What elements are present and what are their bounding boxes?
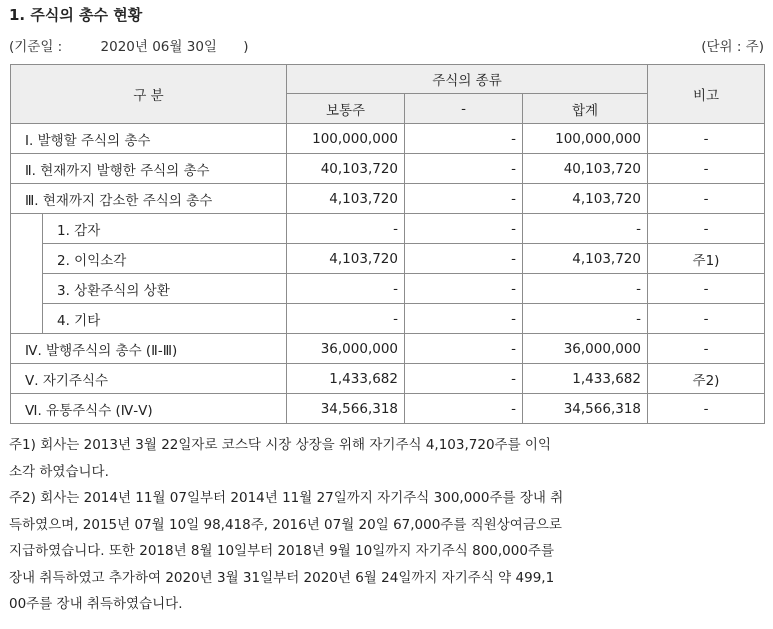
table-row bbox=[11, 394, 765, 424]
row-label: Ⅰ. 발행할 주식의 총수 bbox=[11, 124, 287, 154]
cell-remark: - bbox=[648, 334, 765, 364]
footnote-line: 주1) 회사는 2013년 3월 22일자로 코스닥 시장 상장을 위해 자기주식 4,103,720주를 이익 bbox=[9, 437, 551, 453]
cell-other: - bbox=[405, 334, 523, 364]
cell-remark: - bbox=[648, 304, 765, 334]
cell-common: 1,433,682 bbox=[287, 364, 405, 394]
cell-total: - bbox=[523, 304, 648, 334]
footnote-line: 장내 취득하였고 추가하여 2020년 3월 31일부터 2020년 6월 24일까지 자기주식 약 499,1 bbox=[9, 569, 555, 586]
header-category: 구 분 bbox=[11, 65, 287, 124]
cell-common: - bbox=[287, 214, 405, 244]
cell-other: - bbox=[405, 394, 523, 424]
cell-total: - bbox=[523, 274, 648, 304]
unit-label: (단위 : 주) bbox=[701, 39, 764, 55]
cell-common: 100,000,000 bbox=[287, 124, 405, 154]
cell-other: - bbox=[405, 244, 523, 274]
cell-remark: - bbox=[648, 214, 765, 244]
row-label: Ⅵ. 유통주식수 (Ⅳ-Ⅴ) bbox=[11, 394, 287, 424]
header-remark: 비고 bbox=[648, 65, 765, 124]
footnote-line: 득하였으며, 2015년 07월 10일 98,418주, 2016년 07월 20일 67,000주를 직원상여금으로 bbox=[9, 516, 562, 533]
cell-total: - bbox=[523, 214, 648, 244]
cell-other: - bbox=[405, 304, 523, 334]
row-label: 4. 기타 bbox=[43, 304, 287, 334]
cell-remark: 주2) bbox=[648, 364, 765, 394]
row-label: 2. 이익소각 bbox=[43, 244, 287, 274]
table-row bbox=[11, 244, 765, 274]
cell-remark: - bbox=[648, 274, 765, 304]
basis-close: ) bbox=[243, 39, 249, 55]
cell-remark: - bbox=[648, 184, 765, 214]
cell-remark: - bbox=[648, 394, 765, 424]
row-label: 3. 상환주식의 상환 bbox=[43, 274, 287, 304]
row-label: Ⅱ. 현재까지 발행한 주식의 총수 bbox=[11, 154, 287, 184]
indent-spacer bbox=[11, 214, 43, 334]
cell-other: - bbox=[405, 184, 523, 214]
footnote-line: 주2) 회사는 2014년 11월 07일부터 2014년 11월 27일까지 자기주식 300,000주를 장내 취 bbox=[9, 490, 564, 506]
row-label: 1. 감자 bbox=[43, 214, 287, 244]
cell-other: - bbox=[405, 214, 523, 244]
cell-remark: - bbox=[648, 124, 765, 154]
table-row bbox=[11, 124, 765, 154]
cell-total: 40,103,720 bbox=[523, 154, 648, 184]
table-row bbox=[11, 364, 765, 394]
row-label: Ⅴ. 자기주식수 bbox=[11, 364, 287, 394]
header-dash: - bbox=[405, 94, 523, 124]
cell-common: 4,103,720 bbox=[287, 244, 405, 274]
header-total: 합계 bbox=[523, 94, 648, 124]
header-common: 보통주 bbox=[287, 94, 405, 124]
table-row bbox=[11, 304, 765, 334]
footnote-line: 00주를 장내 취득하였습니다. bbox=[9, 596, 183, 612]
table-row bbox=[11, 154, 765, 184]
table-meta bbox=[9, 35, 764, 55]
cell-common: 34,566,318 bbox=[287, 394, 405, 424]
row-label: Ⅳ. 발행주식의 총수 (Ⅱ-Ⅲ) bbox=[11, 334, 287, 364]
cell-common: - bbox=[287, 304, 405, 334]
basis-date bbox=[9, 39, 249, 55]
cell-common: 36,000,000 bbox=[287, 334, 405, 364]
cell-total: 36,000,000 bbox=[523, 334, 648, 364]
table-row bbox=[11, 184, 765, 214]
cell-total: 4,103,720 bbox=[523, 244, 648, 274]
cell-remark: 주1) bbox=[648, 244, 765, 274]
cell-other: - bbox=[405, 274, 523, 304]
table-row bbox=[11, 274, 765, 304]
cell-total: 100,000,000 bbox=[523, 124, 648, 154]
cell-common: - bbox=[287, 274, 405, 304]
cell-other: - bbox=[405, 364, 523, 394]
section-title: 1. 주식의 총수 현황 bbox=[9, 6, 143, 24]
cell-other: - bbox=[405, 154, 523, 184]
cell-common: 4,103,720 bbox=[287, 184, 405, 214]
table-row bbox=[11, 334, 765, 364]
cell-remark: - bbox=[648, 154, 765, 184]
cell-total: 1,433,682 bbox=[523, 364, 648, 394]
share-count-table bbox=[10, 64, 765, 424]
table-row bbox=[11, 214, 765, 244]
cell-total: 4,103,720 bbox=[523, 184, 648, 214]
footnotes bbox=[9, 432, 709, 618]
row-label: Ⅲ. 현재까지 감소한 주식의 총수 bbox=[11, 184, 287, 214]
basis-date-value: 2020년 06월 30일 bbox=[100, 39, 217, 55]
cell-total: 34,566,318 bbox=[523, 394, 648, 424]
footnote-line: 지급하였습니다. 또한 2018년 8월 10일부터 2018년 9월 10일까지 자기주식 800,000주를 bbox=[9, 543, 555, 559]
basis-open: (기준일 : bbox=[9, 39, 63, 55]
cell-common: 40,103,720 bbox=[287, 154, 405, 184]
cell-other: - bbox=[405, 124, 523, 154]
header-stock-type: 주식의 종류 bbox=[287, 65, 648, 94]
footnote-line: 소각 하였습니다. bbox=[9, 463, 109, 480]
